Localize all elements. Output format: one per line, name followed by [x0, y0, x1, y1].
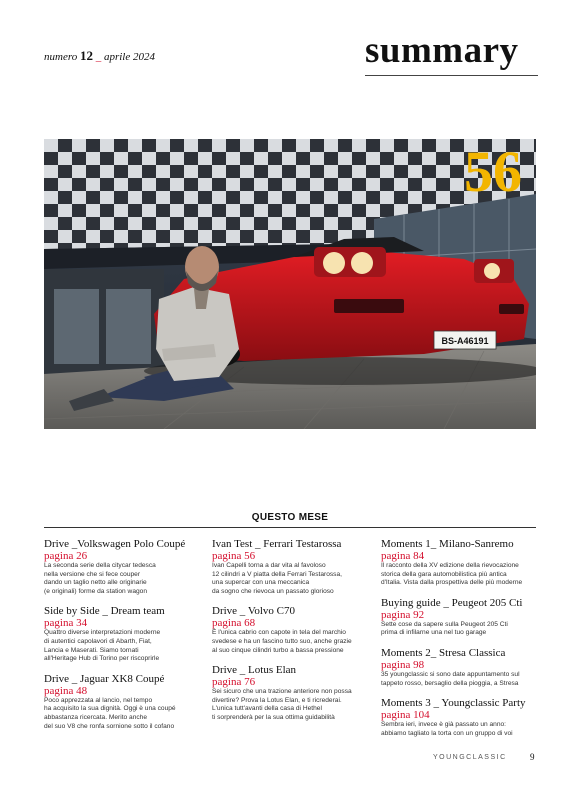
toc-entry-text-line: Lancia e Maserati. Siamo tornati	[44, 646, 139, 654]
footer-brand: YOUNGCLASSIC	[433, 754, 507, 761]
toc-entry[interactable]	[44, 673, 214, 731]
toc-entry-page: pagina 92	[381, 608, 425, 621]
toc-entry-text-line: nella versione che si fece couper	[44, 570, 141, 578]
toc-entry-page: pagina 26	[44, 550, 88, 562]
toc-entry[interactable]	[212, 538, 382, 596]
cover-page-number: 56	[464, 139, 522, 204]
toc-entry[interactable]	[212, 664, 382, 722]
footer-page-number: 9	[530, 752, 535, 762]
toc-entry-text-line: del suo V8 che ronfa sornione sotto il cofano	[44, 722, 175, 730]
toc-entry-page: pagina 98	[381, 658, 425, 671]
toc-column-3	[381, 538, 541, 747]
license-plate: BS-A46191	[441, 336, 489, 346]
section-divider	[44, 527, 536, 528]
toc-entry-heading: Ivan Test _ Ferrari Testarossa	[212, 538, 342, 550]
toc-entry-page: pagina 34	[44, 617, 88, 630]
toc-entry-text-line: L'unica tutt'avanti della casa di Hethel	[212, 705, 322, 713]
toc-entry-heading: Drive _Volkswagen Polo Coupé	[44, 538, 186, 550]
page-title: summary	[365, 30, 519, 71]
title-underline	[365, 75, 538, 76]
issue-line	[44, 48, 155, 64]
toc-entry-text-line: svedese e ha un fascino tutto suo, anche grazie	[212, 637, 352, 645]
toc-entry-heading: Buying guide _ Peugeot 205 Cti	[381, 596, 523, 609]
toc-entry[interactable]	[381, 597, 541, 638]
issue-date: aprile 2024	[103, 51, 155, 63]
toc-entry[interactable]	[381, 647, 541, 688]
toc-entry[interactable]	[212, 605, 382, 655]
toc-entry-heading: Side by Side _ Dream team	[44, 605, 165, 618]
toc-entry-page: pagina 104	[381, 709, 430, 722]
toc-entry-text-line: dando un taglio netto alle originarie	[44, 579, 147, 587]
toc-entry-text-line: Sette cose da sapere sulla Peugeot 205 Cti	[381, 620, 508, 628]
toc-entry-heading: Moments 3 _ Youngclassic Party	[381, 697, 526, 710]
toc-entry-text-line: divertire? Prova la Lotus Elan, e ti ricrederai.	[212, 696, 342, 704]
toc-entry-text-line: 35 youngclassic si sono date appuntamento sul	[381, 670, 520, 678]
cover-photo-illustration	[44, 139, 536, 429]
toc-entry-text-line: Poco apprezzata al lancio, nel tempo	[44, 696, 153, 704]
toc-entry[interactable]	[381, 697, 541, 738]
toc-entry-text-line: da sogno che rievoca un passato glorioso	[212, 587, 334, 595]
toc-entry-heading: Moments 2_ Stresa Classica	[381, 646, 506, 659]
toc-entry-text-line: ha acquisito la sua dignità. Oggi è una coupé	[44, 705, 176, 713]
toc-entry-text-line: Ivan Capelli torna a dar vita al favoloso	[212, 562, 326, 569]
toc-entry[interactable]	[44, 538, 214, 596]
toc-entry-text-line: Il racconto della XV edizione della rievocazione	[381, 562, 519, 569]
toc-entry-text-line: una supercar con una meccanica	[212, 579, 310, 587]
toc-entry-text-line: ti sorprenderà per la sua ottima guidabilità	[212, 713, 335, 721]
toc-entry-text-line: d'Italia. Vista dalla prospettiva delle più moderne	[381, 579, 523, 587]
toc-entry-text-line: È l'unica cabrio con capote in tela del marchio	[212, 629, 346, 637]
toc-entry-text-line: tappeto rosso, bersaglio della pioggia, a Stresa	[381, 679, 519, 687]
toc-entry-text-line: La seconda serie della citycar tedesca	[44, 562, 156, 569]
toc-entry-text-line: abbiamo tagliato la torta con un gruppo di voi	[381, 729, 513, 737]
toc-entry-text-line: (e originali) forme da station wagon	[44, 587, 147, 595]
toc-entry-text-line: all'Heritage Hub di Torino per riscoprirle	[44, 655, 160, 663]
toc-column-1	[44, 538, 214, 740]
toc-entry-text-line: abbastanza ricercata. Merito anche	[44, 713, 147, 721]
toc-entry-page: pagina 56	[212, 550, 256, 562]
toc-entry-heading: Drive _ Lotus Elan	[212, 664, 297, 677]
toc-entry[interactable]	[44, 605, 214, 663]
toc-entry-page: pagina 48	[44, 684, 88, 697]
toc-entry-page: pagina 84	[381, 550, 425, 562]
issue-separator: _	[95, 51, 102, 63]
toc-entry-page: pagina 76	[212, 676, 256, 689]
toc-entry-heading: Drive _ Jaguar XK8 Coupé	[44, 672, 165, 685]
section-title: QUESTO MESE	[251, 512, 329, 523]
toc-entry-text-line: 12 cilindri a V piatta della Ferrari Testarossa,	[212, 570, 342, 578]
toc-entry-heading: Drive _ Volvo C70	[212, 605, 296, 618]
toc-entry-heading: Moments 1_ Milano-Sanremo	[381, 538, 514, 550]
issue-number: 12	[79, 48, 93, 63]
toc-entry-text-line: Quattro diverse interpretazioni moderne	[44, 629, 161, 637]
issue-label: numero	[44, 51, 78, 63]
toc-entry-text-line: di autentici capolavori di Abarth, Fiat,	[44, 637, 152, 645]
toc-column-2	[212, 538, 382, 732]
toc-entry-page: pagina 68	[212, 617, 256, 630]
toc-entry-text-line: Sembra ieri, invece è già passato un anno:	[381, 721, 506, 729]
toc-entry-text-line: prima di infilarne una nel tuo garage	[381, 629, 487, 637]
toc-entry-text-line: Sei sicuro che una trazione anteriore non possa	[212, 688, 352, 696]
toc-entry-text-line: storica della gara automobilistica più antica	[381, 570, 507, 578]
toc-entry-text-line: al suo cinque cilindri turbo a bassa pressione	[212, 646, 344, 654]
toc-entry[interactable]	[381, 538, 541, 588]
cover-photo	[44, 139, 536, 429]
